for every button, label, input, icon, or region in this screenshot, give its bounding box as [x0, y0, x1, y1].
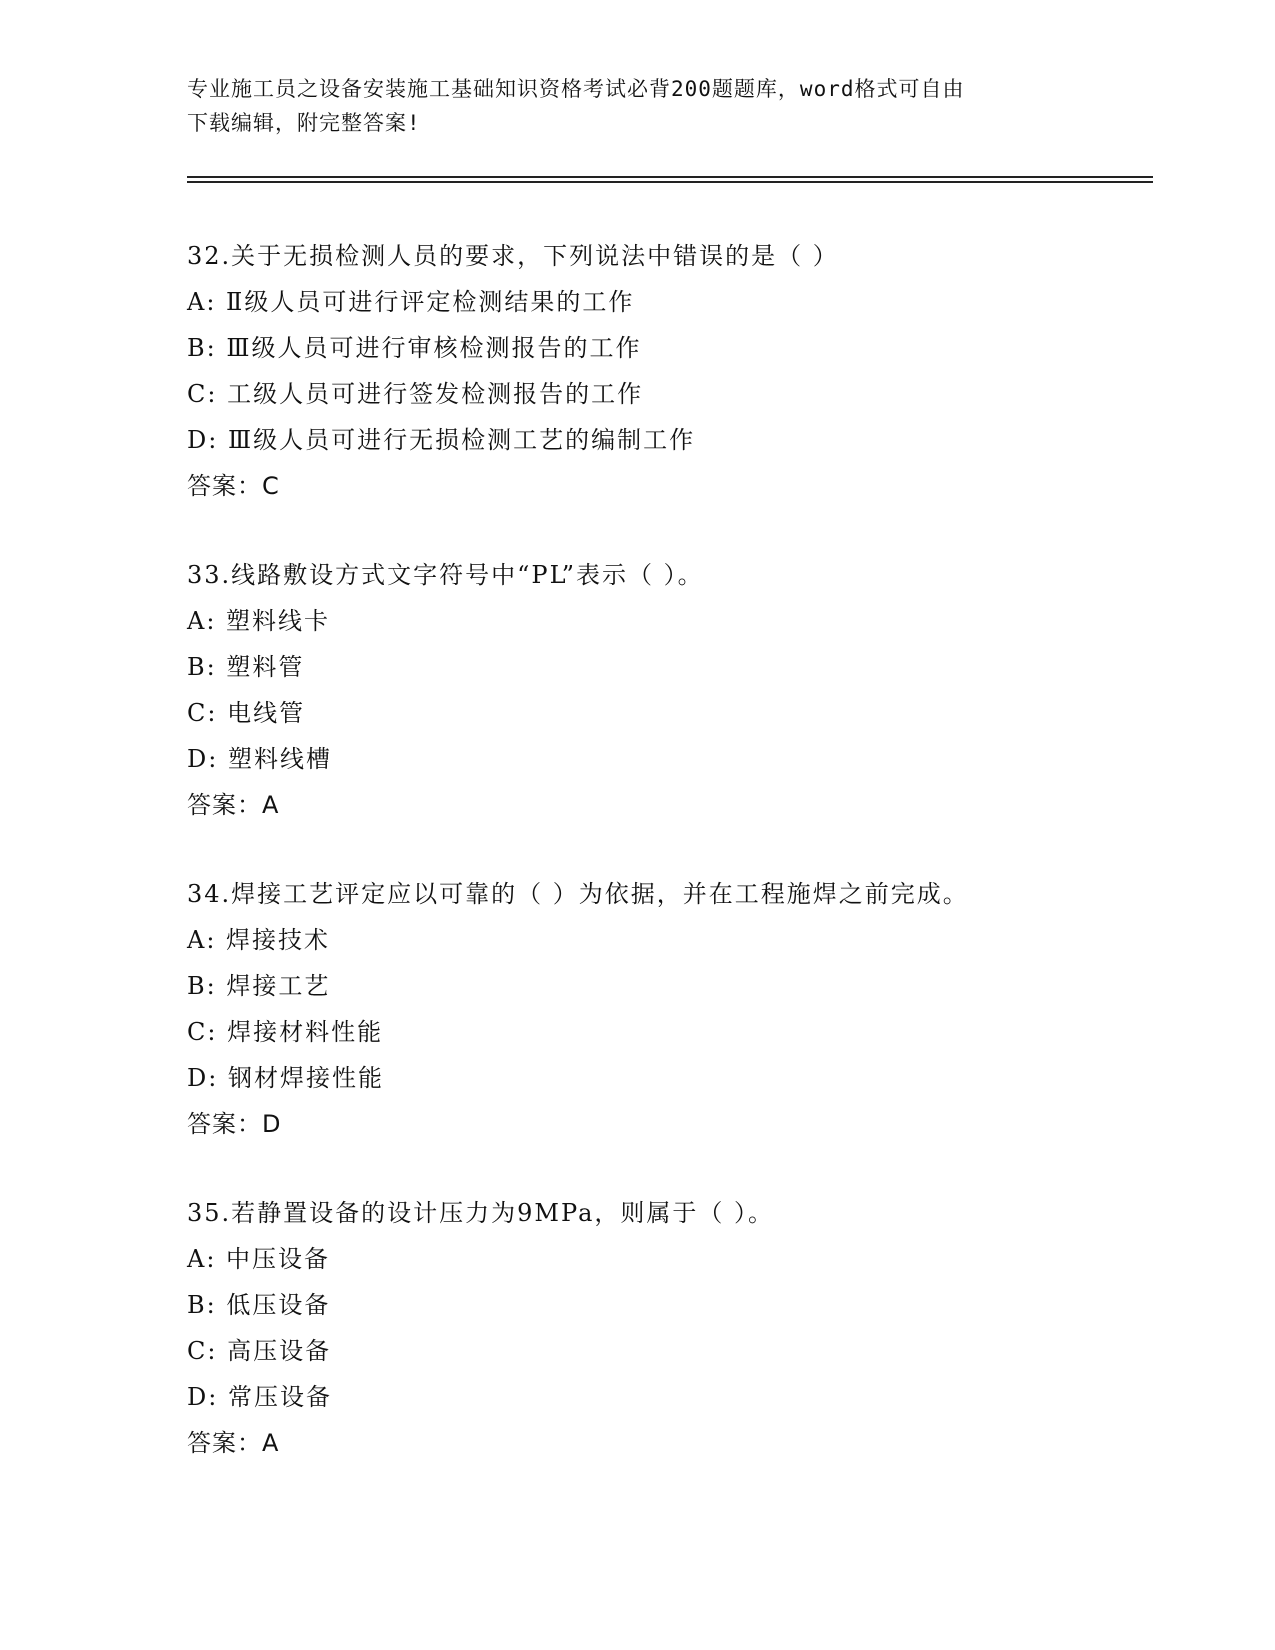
- answer-line: 答案：A: [187, 1429, 280, 1457]
- option-a: A: 焊接技术: [187, 926, 331, 954]
- header-divider-top: [187, 176, 1153, 178]
- question-stem: 33.线路敷设方式文字符号中“PL”表示（ ）。: [187, 561, 704, 589]
- option-c: C: 工级人员可进行签发检测报告的工作: [187, 380, 644, 408]
- question-33: [187, 552, 1153, 828]
- option-b: B: 焊接工艺: [187, 972, 331, 1000]
- option-c: C: 焊接材料性能: [187, 1018, 384, 1046]
- question-35: [187, 1190, 1153, 1466]
- option-d: D: 塑料线槽: [187, 745, 332, 773]
- document-header: [187, 72, 1087, 140]
- option-a: A: 塑料线卡: [187, 607, 331, 635]
- option-d: D: 钢材焊接性能: [187, 1064, 384, 1092]
- question-stem: 35.若静置设备的设计压力为9MPa，则属于（ ）。: [187, 1199, 775, 1227]
- option-b: B: Ⅲ级人员可进行审核检测报告的工作: [187, 334, 642, 362]
- question-stem: 32.关于无损检测人员的要求，下列说法中错误的是（ ）: [187, 242, 839, 270]
- answer-line: 答案：D: [187, 1110, 282, 1138]
- option-d: D: 常压设备: [187, 1383, 332, 1411]
- option-c: C: 电线管: [187, 699, 306, 727]
- option-a: A: 中压设备: [187, 1245, 331, 1273]
- header-line-1: 专业施工员之设备安装施工基础知识资格考试必背200题题库，word格式可自由: [187, 77, 965, 101]
- option-a: A: Ⅱ级人员可进行评定检测结果的工作: [187, 288, 635, 316]
- header-line-2: 下载编辑，附完整答案!: [187, 111, 421, 135]
- question-32: [187, 233, 1153, 509]
- answer-line: 答案：A: [187, 791, 280, 819]
- option-b: B: 低压设备: [187, 1291, 331, 1319]
- answer-line: 答案：C: [187, 472, 280, 500]
- option-b: B: 塑料管: [187, 653, 305, 681]
- header-divider-bottom: [187, 181, 1153, 183]
- option-d: D: Ⅲ级人员可进行无损检测工艺的编制工作: [187, 426, 696, 454]
- question-stem: 34.焊接工艺评定应以可靠的（ ）为依据，并在工程施焊之前完成。: [187, 880, 969, 908]
- question-34: [187, 871, 1153, 1147]
- option-c: C: 高压设备: [187, 1337, 332, 1365]
